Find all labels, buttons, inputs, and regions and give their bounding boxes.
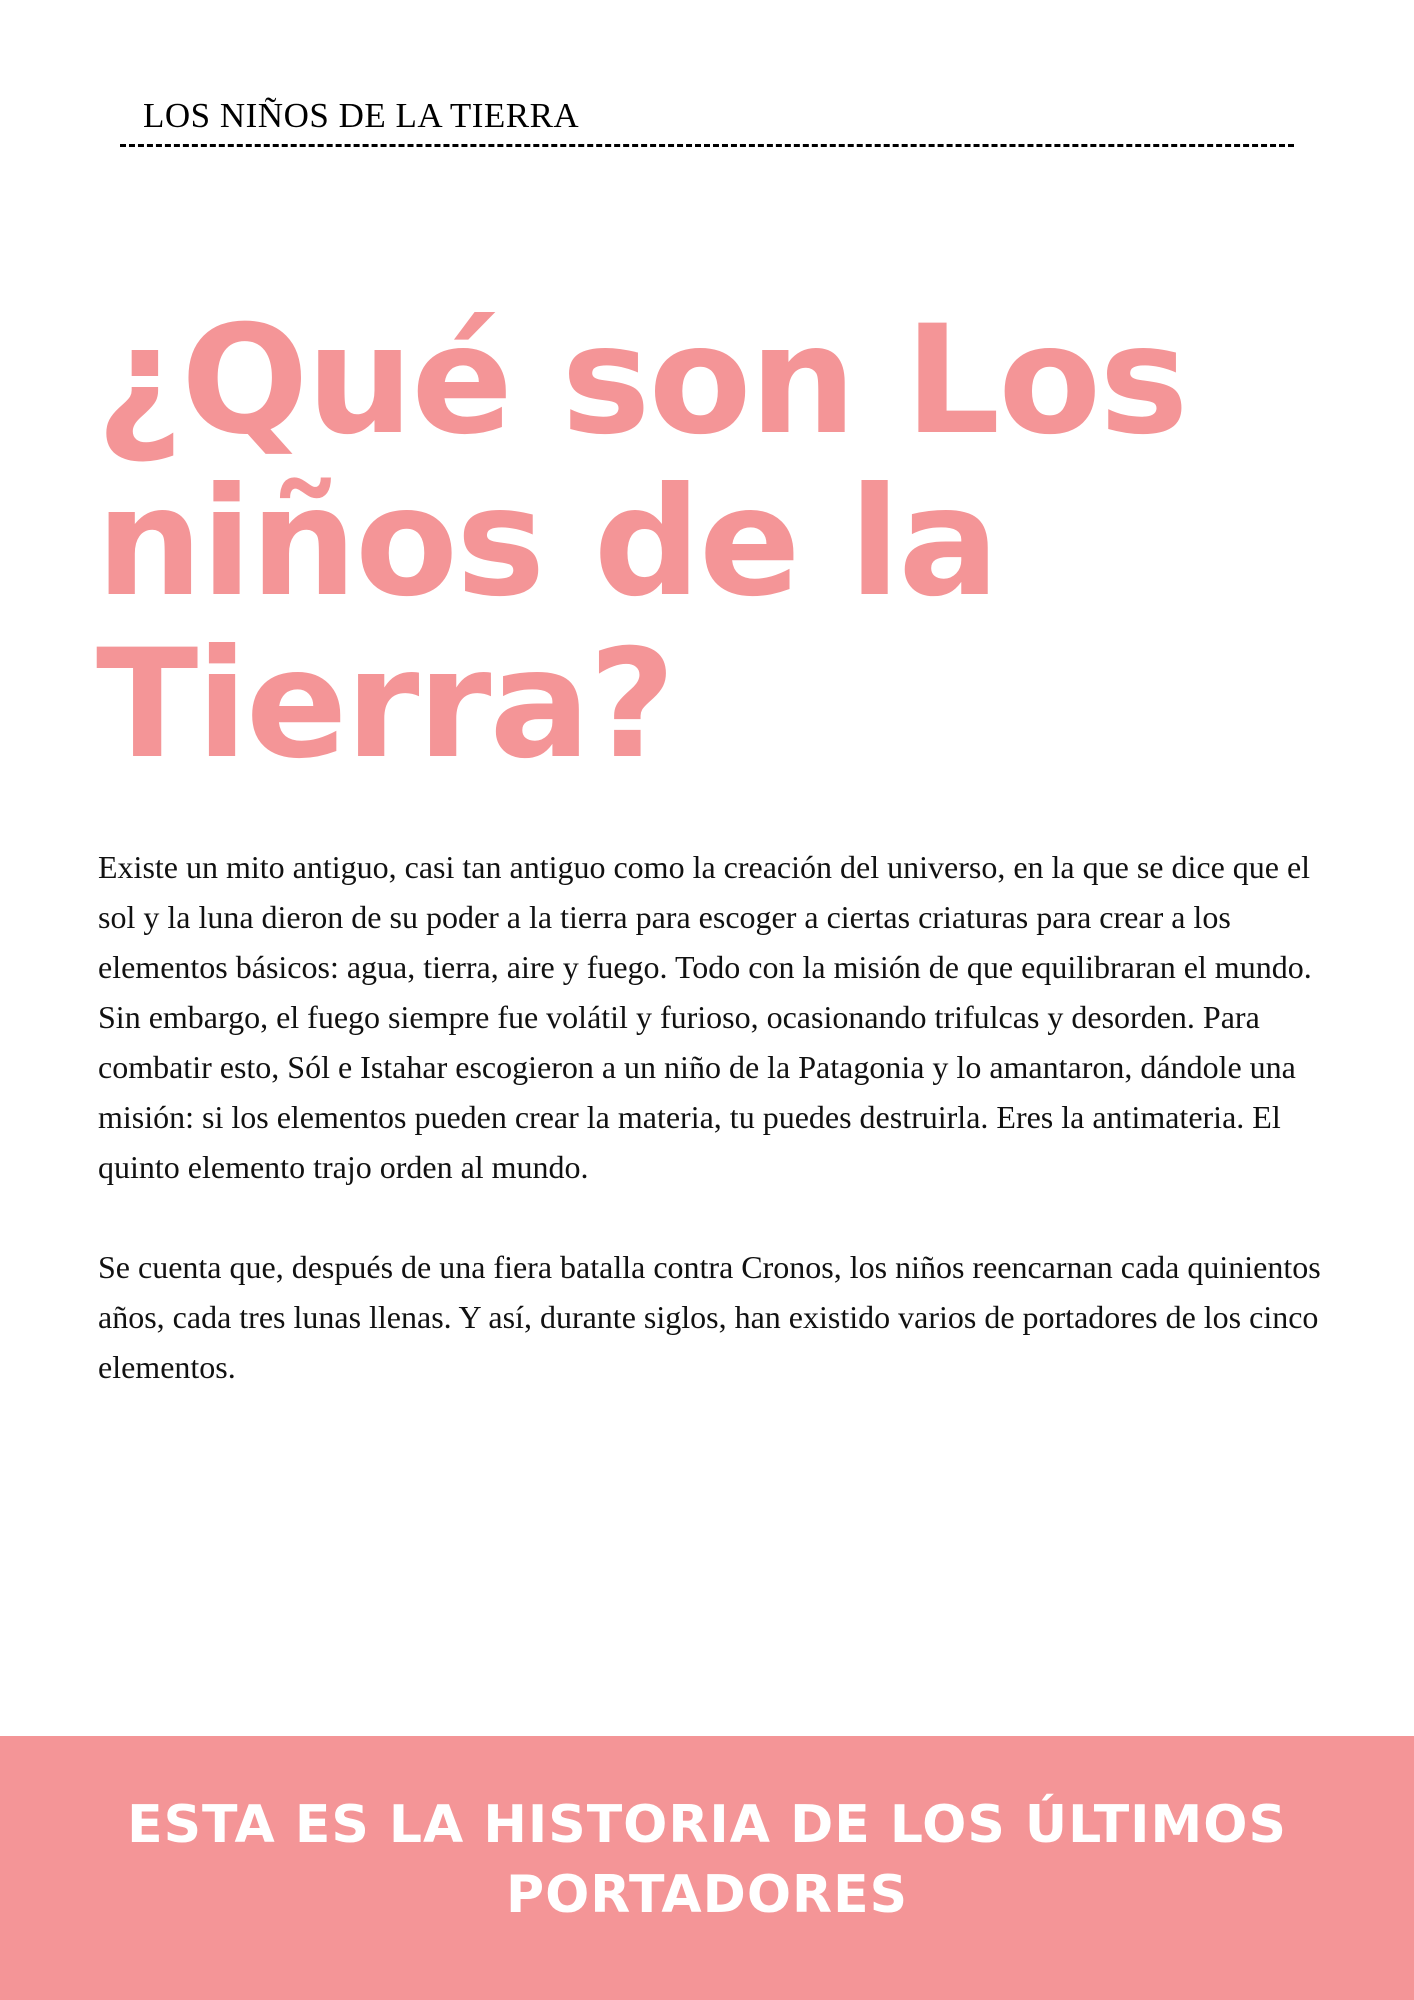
header-dashed-rule [120,144,1294,147]
page-title [96,294,1296,792]
title-line-2: niños de la [96,456,998,630]
header-label: LOS NIÑOS DE LA TIERRA [143,96,580,135]
body-text [98,842,1328,1442]
body-paragraph-2: Se cuenta que, después de una fiera batalla contra Cronos, los niños reencarnan cada quinientos años, cada tres lunas llenas. Y así, durante siglos, han existido varios de portadores de los cinco elementos. [98,1249,1321,1385]
title-line-3: Tierra? [96,618,674,792]
body-paragraph-1: Existe un mito antiguo, casi tan antiguo como la creación del universo, en la que se dice que el sol y la luna dieron de su poder a la tierra para escoger a ciertas criaturas para crear a los elementos básicos: agua, tierra, aire y fuego. Todo con la misión de que equilibraran el mundo. Sin embargo, el fuego siempre fue volátil y furioso, ocasionando trifulcas y desorden. Para combatir esto, Sól e Istahar escogieron a un niño de la Patagonia y lo amantaron, dándole una misión: si los elementos pueden crear la materia, tu puedes destruirla. Eres la antimateria. El quinto elemento trajo orden al mundo. [98,849,1312,1185]
title-line-1: ¿Qué son Los [96,294,1187,468]
footer-tagline: ESTA ES LA HISTORIA DE LOS ÚLTIMOS PORTADORES [127,1795,1287,1925]
page-header [120,62,1294,152]
